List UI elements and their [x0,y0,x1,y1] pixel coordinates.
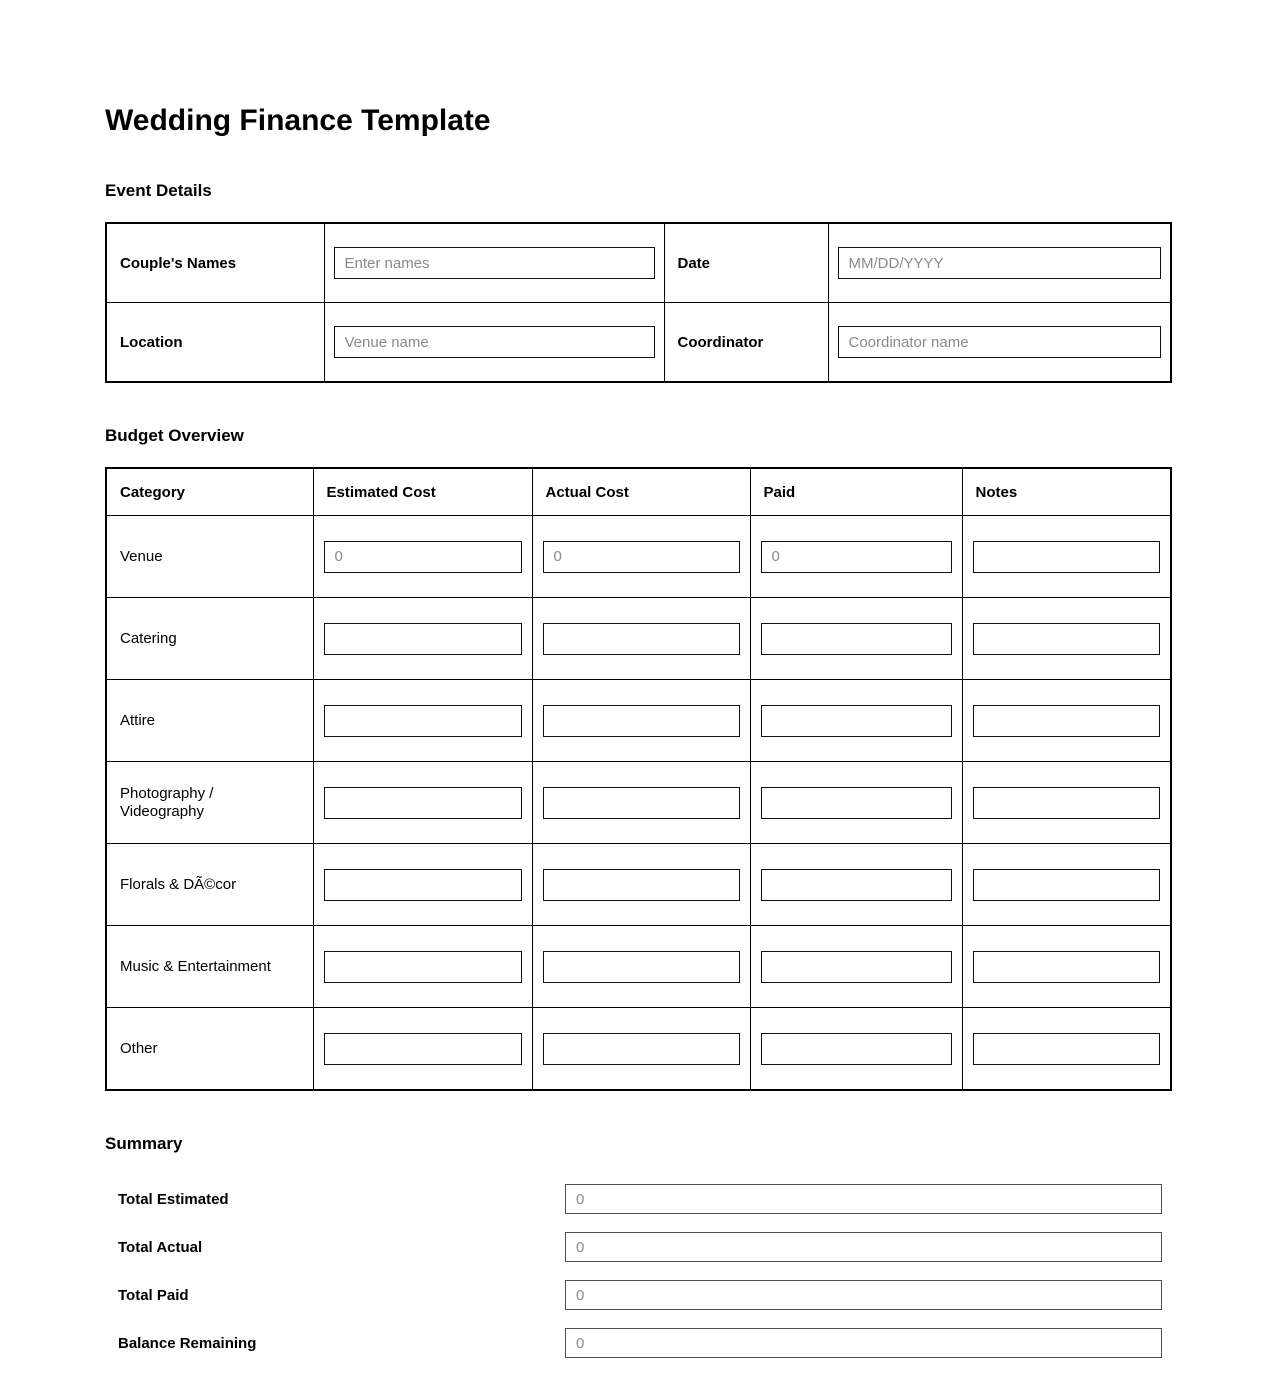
col-header-paid: Paid [750,468,962,516]
couples-names-label: Couple's Names [106,223,324,303]
couples-names-input[interactable] [334,247,655,279]
venue-paid-input[interactable] [761,541,952,573]
coordinator-cell [828,303,1171,383]
attire-paid-input[interactable] [761,705,952,737]
coordinator-input[interactable] [838,326,1162,358]
category-cell: Catering [106,598,313,680]
venue-estimated-input[interactable] [324,541,522,573]
florals-decor-paid-input[interactable] [761,869,952,901]
total-actual-input[interactable] [565,1232,1162,1262]
balance-remaining-label: Balance Remaining [118,1334,257,1352]
coordinator-label: Coordinator [664,303,828,383]
florals-decor-actual-input[interactable] [543,869,740,901]
summary-section [105,1184,1170,1358]
total-paid-input[interactable] [565,1280,1162,1310]
table-row [106,762,1171,844]
table-row [106,680,1171,762]
total-actual-label: Total Actual [118,1238,203,1256]
category-cell: Photography / Videography [106,762,313,844]
catering-notes-input[interactable] [973,623,1161,655]
table-row [106,844,1171,926]
category-cell: Florals & DÃ©cor [106,844,313,926]
table-row [106,1008,1171,1091]
table-row [106,598,1171,680]
music-entertainment-estimated-input[interactable] [324,951,522,983]
summary-row [105,1184,1162,1214]
florals-decor-notes-input[interactable] [973,869,1161,901]
attire-notes-input[interactable] [973,705,1161,737]
other-estimated-input[interactable] [324,1033,522,1065]
summary-row [105,1328,1162,1358]
wedding-finance-page [105,103,1170,1376]
music-entertainment-paid-input[interactable] [761,951,952,983]
table-row [106,303,1171,383]
location-label: Location [106,303,324,383]
total-estimated-input[interactable] [565,1184,1162,1214]
photography-videography-paid-input[interactable] [761,787,952,819]
category-cell: Other [106,1008,313,1091]
photography-videography-notes-input[interactable] [973,787,1161,819]
page-title: Wedding Finance Template [105,104,491,137]
music-entertainment-actual-input[interactable] [543,951,740,983]
col-header-estimated-cost: Estimated Cost [313,468,532,516]
other-actual-input[interactable] [543,1033,740,1065]
other-paid-input[interactable] [761,1033,952,1065]
event-details-heading: Event Details [105,181,212,200]
category-cell: Music & Entertainment [106,926,313,1008]
col-header-category: Category [106,468,313,516]
date-input[interactable] [838,247,1162,279]
table-row [106,516,1171,598]
photography-videography-estimated-input[interactable] [324,787,522,819]
catering-estimated-input[interactable] [324,623,522,655]
budget-overview-heading: Budget Overview [105,426,244,445]
total-paid-label: Total Paid [118,1286,189,1304]
photography-videography-actual-input[interactable] [543,787,740,819]
balance-remaining-input[interactable] [565,1328,1162,1358]
event-details-table [105,222,1172,383]
category-cell: Venue [106,516,313,598]
catering-paid-input[interactable] [761,623,952,655]
budget-overview-table [105,467,1172,1091]
attire-estimated-input[interactable] [324,705,522,737]
venue-actual-input[interactable] [543,541,740,573]
budget-header-row [106,468,1171,516]
location-input[interactable] [334,326,655,358]
venue-notes-input[interactable] [973,541,1161,573]
summary-row [105,1232,1162,1262]
col-header-actual-cost: Actual Cost [532,468,750,516]
total-estimated-label: Total Estimated [118,1190,229,1208]
couples-names-cell [324,223,664,303]
summary-heading: Summary [105,1134,183,1153]
table-row [106,926,1171,1008]
location-cell [324,303,664,383]
date-cell [828,223,1171,303]
music-entertainment-notes-input[interactable] [973,951,1161,983]
date-label: Date [664,223,828,303]
florals-decor-estimated-input[interactable] [324,869,522,901]
attire-actual-input[interactable] [543,705,740,737]
summary-row [105,1280,1162,1310]
table-row [106,223,1171,303]
category-cell: Attire [106,680,313,762]
col-header-notes: Notes [962,468,1171,516]
other-notes-input[interactable] [973,1033,1161,1065]
catering-actual-input[interactable] [543,623,740,655]
